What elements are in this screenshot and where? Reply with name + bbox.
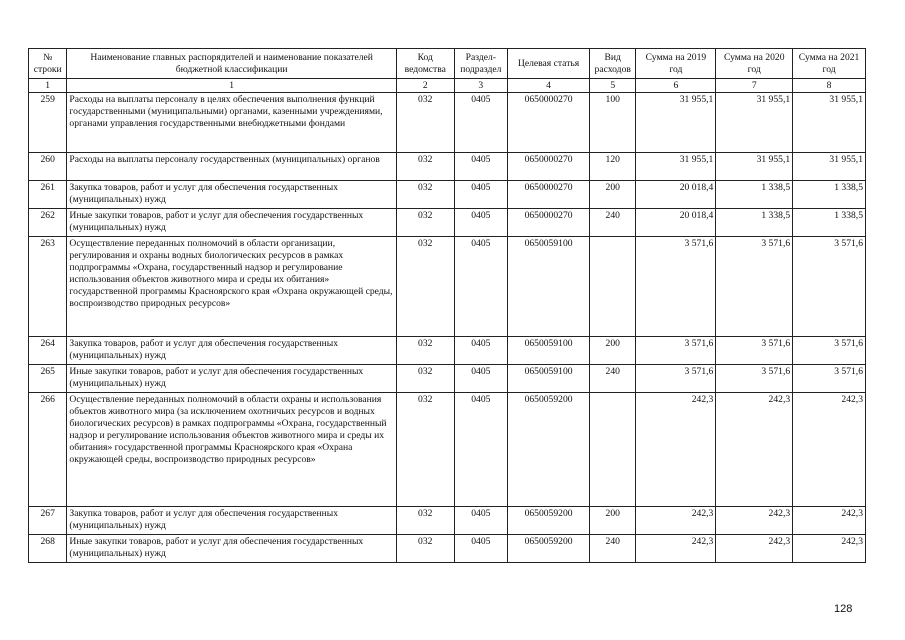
table-row — [29, 153, 866, 181]
row-section: 0405 — [454, 93, 508, 153]
row-section: 0405 — [454, 337, 508, 365]
row-name: Закупка товаров, работ и услуг для обеспечения государственных (муниципальных) нужд — [67, 337, 397, 365]
row-sum-2019: 242,3 — [636, 393, 716, 507]
row-sum-2019: 20 018,4 — [636, 181, 716, 209]
row-sum-2020: 31 955,1 — [716, 93, 793, 153]
row-number: 262 — [29, 209, 67, 237]
row-sum-2020: 242,3 — [716, 535, 793, 563]
header-sum-2021: Сумма на 2021 год — [793, 49, 866, 79]
row-sum-2021: 242,3 — [793, 393, 866, 507]
row-number: 263 — [29, 237, 67, 337]
row-number: 267 — [29, 507, 67, 535]
row-section: 0405 — [454, 153, 508, 181]
row-sum-2019: 3 571,6 — [636, 237, 716, 337]
row-name: Расходы на выплаты персоналу государственных (муниципальных) органов — [67, 153, 397, 181]
row-number: 264 — [29, 337, 67, 365]
header-section: Раздел-подраздел — [454, 49, 508, 79]
header-dept-code: Код ведомства — [396, 49, 454, 79]
page-number: 128 — [834, 603, 853, 615]
row-target-article: 0650059100 — [508, 337, 590, 365]
row-sum-2021: 31 955,1 — [793, 153, 866, 181]
row-dept-code: 032 — [396, 181, 454, 209]
header-expense-type: Вид расходов — [589, 49, 636, 79]
row-name: Иные закупки товаров, работ и услуг для обеспечения государственных (муниципальных) нужд — [67, 365, 397, 393]
column-number: 1 — [29, 79, 67, 93]
row-name: Осуществление переданных полномочий в области организации, регулирования и охраны водных биологических ресурсов в рамках подпрограммы «Охрана, государственный надзор и регулирование использования объектов животного мира и среды их обитания» государственной программы Красноярского края «Охрана окружающей среды, воспроизводство природных ресурсов» — [67, 237, 397, 337]
row-number: 266 — [29, 393, 67, 507]
row-expense-type: 200 — [589, 507, 636, 535]
row-expense-type: 240 — [589, 209, 636, 237]
row-sum-2020: 31 955,1 — [716, 153, 793, 181]
row-dept-code: 032 — [396, 153, 454, 181]
table-row — [29, 535, 866, 563]
row-sum-2020: 3 571,6 — [716, 337, 793, 365]
row-sum-2020: 242,3 — [716, 393, 793, 507]
table-header-row — [29, 49, 866, 79]
row-section: 0405 — [454, 237, 508, 337]
column-number: 2 — [396, 79, 454, 93]
row-sum-2020: 242,3 — [716, 507, 793, 535]
row-section: 0405 — [454, 535, 508, 563]
column-number-row — [29, 79, 866, 93]
row-number: 268 — [29, 535, 67, 563]
row-sum-2020: 1 338,5 — [716, 181, 793, 209]
row-target-article: 0650059100 — [508, 237, 590, 337]
row-sum-2019: 3 571,6 — [636, 365, 716, 393]
row-dept-code: 032 — [396, 337, 454, 365]
row-dept-code: 032 — [396, 93, 454, 153]
row-section: 0405 — [454, 209, 508, 237]
row-name: Иные закупки товаров, работ и услуг для обеспечения государственных (муниципальных) нужд — [67, 535, 397, 563]
row-expense-type — [589, 237, 636, 337]
column-number: 4 — [508, 79, 590, 93]
row-target-article: 0650059200 — [508, 393, 590, 507]
column-number: 8 — [793, 79, 866, 93]
row-sum-2019: 242,3 — [636, 535, 716, 563]
row-name: Осуществление переданных полномочий в области охраны и использования объектов животного мира (за исключением охотничьих ресурсов и водных биологических ресурсов) в рамках подпрограммы «Охрана, государственный надзор и регулирование использования объектов животного мира и среды их обитания» государственной программы Красноярского края «Охрана окружающей среды, воспроизводство природных ресурсов» — [67, 393, 397, 507]
row-sum-2021: 242,3 — [793, 507, 866, 535]
table-row — [29, 93, 866, 153]
row-dept-code: 032 — [396, 209, 454, 237]
row-number: 261 — [29, 181, 67, 209]
column-number: 6 — [636, 79, 716, 93]
row-expense-type: 120 — [589, 153, 636, 181]
table-row — [29, 365, 866, 393]
table-row — [29, 337, 866, 365]
header-sum-2019: Сумма на 2019 год — [636, 49, 716, 79]
table-row — [29, 393, 866, 507]
table-row — [29, 181, 866, 209]
row-target-article: 0650000270 — [508, 209, 590, 237]
row-expense-type: 100 — [589, 93, 636, 153]
row-name: Расходы на выплаты персоналу в целях обеспечения выполнения функций государственными (муниципальными) органами, казенными учреждениями, органами управления государственными внебюджетными фондами — [67, 93, 397, 153]
row-sum-2020: 1 338,5 — [716, 209, 793, 237]
row-number: 260 — [29, 153, 67, 181]
row-sum-2019: 242,3 — [636, 507, 716, 535]
row-number: 265 — [29, 365, 67, 393]
row-dept-code: 032 — [396, 237, 454, 337]
row-sum-2019: 3 571,6 — [636, 337, 716, 365]
row-sum-2021: 1 338,5 — [793, 209, 866, 237]
row-expense-type: 240 — [589, 365, 636, 393]
row-dept-code: 032 — [396, 393, 454, 507]
row-target-article: 0650000270 — [508, 93, 590, 153]
header-name: Наименование главных распорядителей и наименование показателей бюджетной классификации — [67, 49, 397, 79]
row-sum-2021: 3 571,6 — [793, 365, 866, 393]
row-expense-type — [589, 393, 636, 507]
table-row — [29, 209, 866, 237]
row-sum-2021: 242,3 — [793, 535, 866, 563]
row-sum-2019: 31 955,1 — [636, 153, 716, 181]
row-sum-2019: 31 955,1 — [636, 93, 716, 153]
row-name: Закупка товаров, работ и услуг для обеспечения государственных (муниципальных) нужд — [67, 507, 397, 535]
row-dept-code: 032 — [396, 535, 454, 563]
row-target-article: 0650059200 — [508, 535, 590, 563]
row-sum-2020: 3 571,6 — [716, 365, 793, 393]
row-section: 0405 — [454, 181, 508, 209]
row-expense-type: 200 — [589, 337, 636, 365]
row-sum-2021: 31 955,1 — [793, 93, 866, 153]
row-expense-type: 240 — [589, 535, 636, 563]
column-number: 1 — [67, 79, 397, 93]
table-row — [29, 237, 866, 337]
row-expense-type: 200 — [589, 181, 636, 209]
row-name: Иные закупки товаров, работ и услуг для обеспечения государственных (муниципальных) нужд — [67, 209, 397, 237]
row-target-article: 0650059200 — [508, 507, 590, 535]
column-number: 3 — [454, 79, 508, 93]
budget-table — [28, 48, 866, 563]
column-number: 7 — [716, 79, 793, 93]
column-number: 5 — [589, 79, 636, 93]
row-dept-code: 032 — [396, 365, 454, 393]
row-sum-2021: 3 571,6 — [793, 337, 866, 365]
header-row-number: № строки — [29, 49, 67, 79]
row-name: Закупка товаров, работ и услуг для обеспечения государственных (муниципальных) нужд — [67, 181, 397, 209]
row-section: 0405 — [454, 507, 508, 535]
row-section: 0405 — [454, 365, 508, 393]
row-target-article: 0650000270 — [508, 153, 590, 181]
row-dept-code: 032 — [396, 507, 454, 535]
table-row — [29, 507, 866, 535]
header-sum-2020: Сумма на 2020 год — [716, 49, 793, 79]
row-sum-2021: 1 338,5 — [793, 181, 866, 209]
row-number: 259 — [29, 93, 67, 153]
row-sum-2020: 3 571,6 — [716, 237, 793, 337]
row-target-article: 0650059100 — [508, 365, 590, 393]
row-sum-2019: 20 018,4 — [636, 209, 716, 237]
header-target-article: Целевая статья — [508, 49, 590, 79]
row-sum-2021: 3 571,6 — [793, 237, 866, 337]
row-target-article: 0650000270 — [508, 181, 590, 209]
row-section: 0405 — [454, 393, 508, 507]
